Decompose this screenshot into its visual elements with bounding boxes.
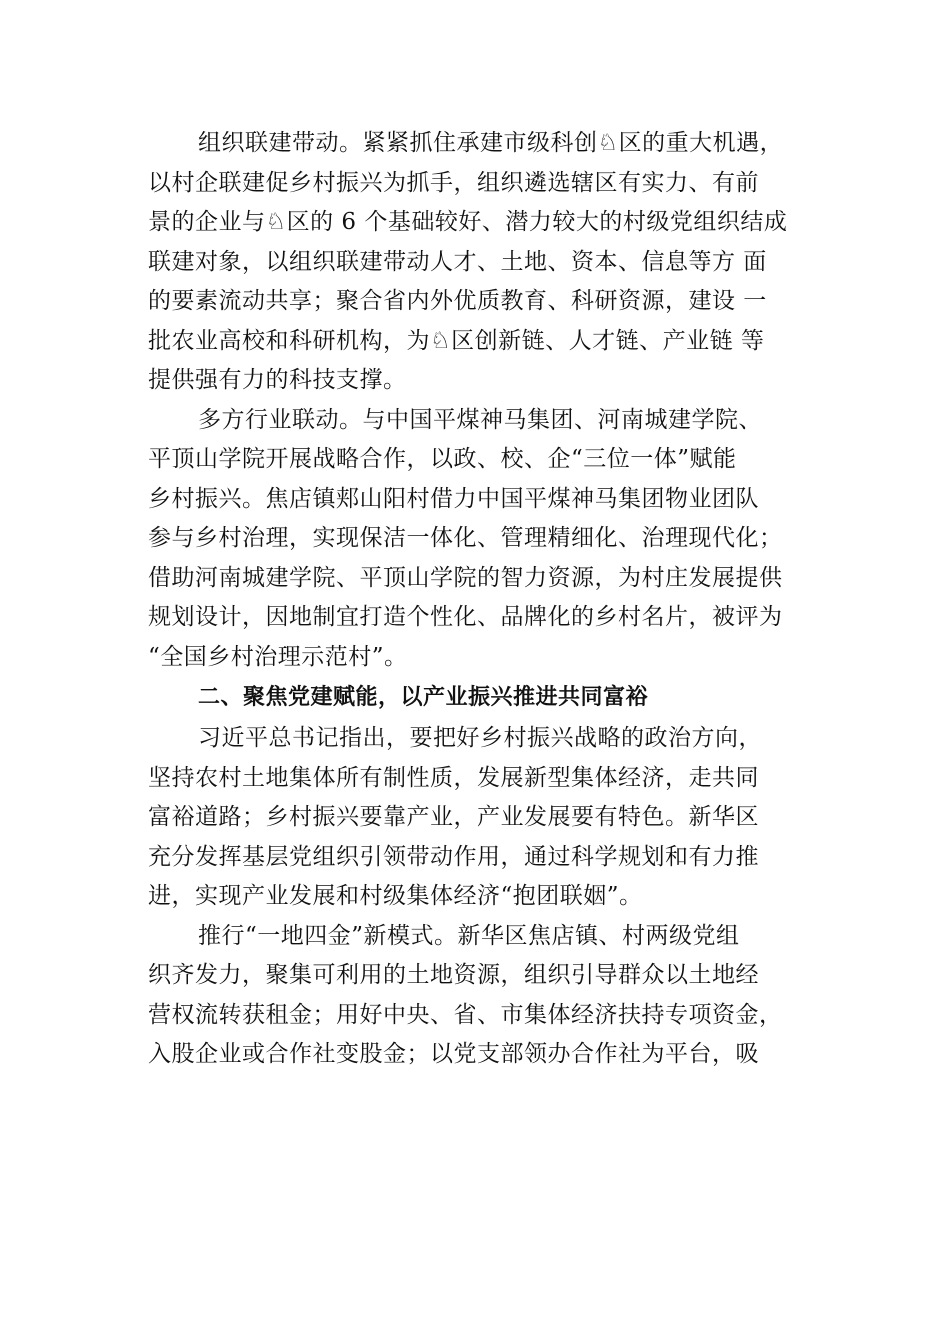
paragraph-1-line-6: 批农业高校和科研机构，为♘区创新链、人才链、产业链 等 bbox=[148, 328, 765, 354]
paragraph-4-line-1: 推行“一地四金”新模式。新华区焦店镇、村两级党组 bbox=[198, 923, 740, 949]
paragraph-3-line-2: 坚持农村土地集体所有制性质，发展新型集体经济，走共同 bbox=[148, 765, 759, 791]
paragraph-1-line-4: 联建对象，以组织联建带动人才、土地、资本、信息等方 面 bbox=[148, 249, 767, 275]
paragraph-2-line-4: 参与乡村治理，实现保洁一体化、管理精细化、治理现代化； bbox=[148, 525, 783, 551]
paragraph-4-line-3: 营权流转获租金；用好中央、省、市集体经济扶持专项资金， bbox=[148, 1002, 783, 1028]
section-heading: 二、聚焦党建赋能，以产业振兴推进共同富裕 bbox=[198, 685, 649, 710]
paragraph-1-line-5: 的要素流动共享；聚合省内外优质教育、科研资源，建设 一 bbox=[148, 288, 767, 314]
paragraph-2-line-6: 规划设计，因地制宜打造个性化、品牌化的乡村名片，被评为 bbox=[148, 604, 783, 630]
paragraph-1-line-2: 以村企联建促乡村振兴为抓手，组织遴选辖区有实力、有前 bbox=[148, 170, 759, 196]
paragraph-2-line-5: 借助河南城建学院、平顶山学院的智力资源，为村庄发展提供 bbox=[148, 565, 783, 591]
paragraph-3-line-5: 进，实现产业发展和村级集体经济“抱团联姻”。 bbox=[148, 883, 643, 909]
paragraph-1-line-1: 组织联建带动。紧紧抓住承建市级科创♘区的重大机遇， bbox=[198, 130, 784, 156]
paragraph-1-line-3: 景的企业与♘区的 6 个基础较好、潜力较大的村级党组织结成 bbox=[148, 209, 788, 235]
paragraph-2-line-3: 乡村振兴。焦店镇郏山阳村借力中国平煤神马集团物业团队 bbox=[148, 486, 759, 512]
paragraph-2-line-1: 多方行业联动。与中国平煤神马集团、河南城建学院、 bbox=[198, 407, 762, 433]
paragraph-3-line-1: 习近平总书记指出，要把好乡村振兴战略的政治方向， bbox=[198, 725, 762, 751]
paragraph-4-line-2: 织齐发力，聚集可利用的土地资源，组织引导群众以土地经 bbox=[148, 962, 759, 988]
paragraph-2-line-2: 平顶山学院开展战略合作，以政、校、企“三位一体”赋能 bbox=[148, 446, 737, 472]
paragraph-4-line-4: 入股企业或合作社变股金；以党支部领办合作社为平台，吸 bbox=[148, 1041, 759, 1067]
paragraph-1-line-7: 提供强有力的科技支撑。 bbox=[148, 367, 407, 393]
paragraph-2-line-7: “全国乡村治理示范村”。 bbox=[148, 644, 408, 670]
paragraph-3-line-3: 富裕道路；乡村振兴要靠产业，产业发展要有特色。新华区 bbox=[148, 804, 759, 830]
paragraph-3-line-4: 充分发挥基层党组织引领带动作用，通过科学规划和有力推 bbox=[148, 844, 759, 870]
